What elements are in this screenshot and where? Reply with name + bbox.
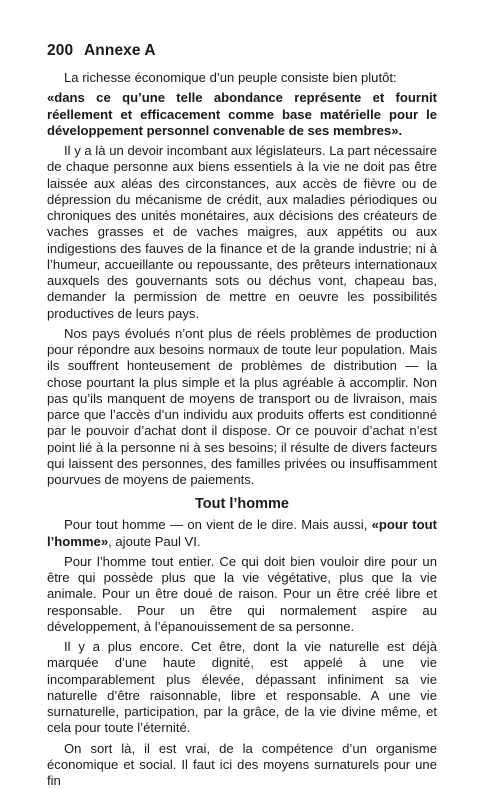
text-span: Pour tout homme — on vient de le dire. Mais aussi, <box>64 517 372 532</box>
chapter-title: Annexe A <box>84 42 156 59</box>
bold-quote: «pour tout l’homme» <box>47 517 437 548</box>
paragraph-plus-encore: Il y a plus encore. Cet être, dont la vie naturelle est déjà marquée d’une haute dignité, est appelé à une vie incomparablement plus élevée, dépassant infiniment sa vie naturelle d’être raisonnable, libre et responsable. A une vie surnaturelle, participation, par la grâce, de la vie divine même, et cela pour toute l’éternité. <box>47 639 437 737</box>
paragraph-pour-tout-homme <box>47 517 437 550</box>
paragraph-devoir: Il y a là un devoir incombant aux législateurs. La part nécessaire de chaque personne aux biens essentiels à la vie ne doit pas être laissée aux aléas des circonstances, aux accès de fièvre ou de dépression du mécanisme de crédit, aux maladies périodiques ou chroniques des unités monétaires, aux décisions des créateurs de vaches grasses et de vaches maigres, aux appétits ou aux indigestions des fauves de la finance et de la grande industrie; ni à l’humeur, accueillante ou repoussante, des prêteurs internationaux auxquels des gouvernants sots ou déchus vont, chapeau bas, demander la permission de mettre en oeuvre les possibilités productives de leurs pays. <box>47 143 437 322</box>
paragraph-homme-entier: Pour l’homme tout entier. Ce qui doit bien vouloir dire pour un être qui possède plus que la vie végétative, plus que la vie animale. Pour un être doué de raison. Pour un être créé libre et responsable. Pour un être qui normalement aspire au développement, à l’épanouissement de sa personne. <box>47 554 437 635</box>
quote-paragraph: «dans ce qu’une telle abondance représente et fournit réellement et efficacement comme base matérielle pour le développement personnel convenable de ses membres». <box>47 90 437 139</box>
paragraph-pays-evolues: Nos pays évolués n’ont plus de réels problèmes de production pour répondre aux besoins normaux de toute leur population. Mais ils souffrent honteusement de problèmes de distribution — la chose pourtant la plus simple et la plus agréable à accomplir. Non pas qu’ils manquent de moyens de transport ou de livraison, mais parce que l’accès d’un individu aux produits offerts est conditionné par le pouvoir d’achat dont il dispose. Or ce pouvoir d’achat n’est point lié à la personne ni à ses besoins; il résulte de divers facteurs qui laissent des personnes, des familles privées ou insuffisamment pourvues de moyens de paiements. <box>47 326 437 489</box>
running-head <box>47 42 437 60</box>
paragraph-on-sort-la: On sort là, il est vrai, de la compétence d’un organisme économique et social. Il faut ici des moyens surnaturels pour une fin <box>47 741 437 789</box>
book-page <box>47 42 437 789</box>
page-number: 200 <box>47 42 73 59</box>
section-heading: Tout l’homme <box>47 494 437 514</box>
paragraph-richesse: La richesse économique d’un peuple consiste bien plutôt: <box>47 70 437 86</box>
text-span: , ajoute Paul VI. <box>108 534 200 549</box>
